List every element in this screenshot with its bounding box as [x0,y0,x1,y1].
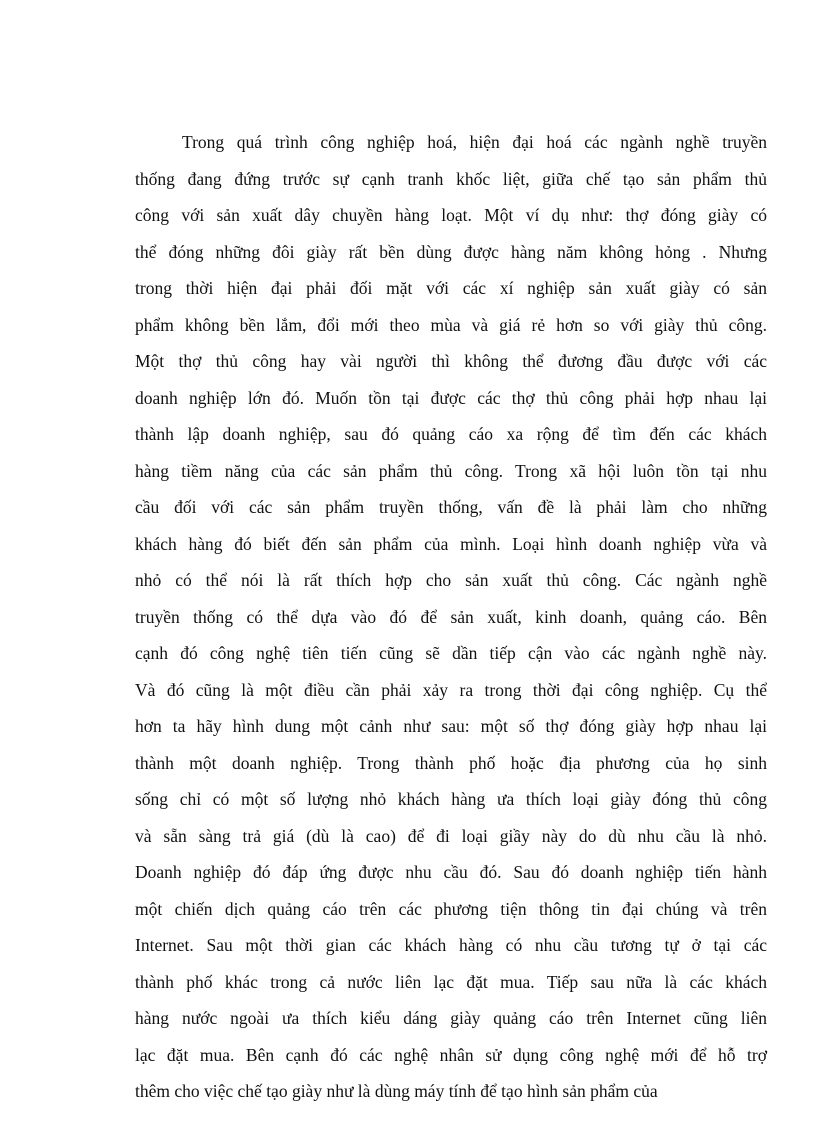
text-line: nhỏ có thể nói là rất thích hợp cho sản xuất thủ công. Các ngành nghề [135,570,767,590]
text-line: doanh nghiệp lớn đó. Muốn tồn tại được các thợ thủ công phải hợp nhau lại [135,387,767,408]
body-paragraph [135,124,767,1110]
text-line: công với sản xuất dây chuyền hàng loạt. Một ví dụ như: thợ đóng giày có [135,205,767,225]
text-line: thành phố khác trong cả nước liên lạc đặt mua. Tiếp sau nữa là các khách [135,971,767,992]
text-line: cầu đối với các sản phẩm truyền thống, vấn đề là phải làm cho những [135,497,767,517]
text-line: thống đang đứng trước sự cạnh tranh khốc liệt, giữa chế tạo sản phẩm thủ [135,168,767,189]
text-line: sống chỉ có một số lượng nhỏ khách hàng ưa thích loại giày đóng thủ công [135,789,767,809]
text-line: Một thợ thủ công hay vài người thì không thể đương đầu được với các [135,351,767,371]
text-line: hàng nước ngoài ưa thích kiểu dáng giày quảng cáo trên Internet cũng liên [135,1008,767,1028]
text-line: Và đó cũng là một điều cần phải xảy ra trong thời đại công nghiệp. Cụ thể [135,679,767,700]
text-line: cạnh đó công nghệ tiên tiến cũng sẽ dần tiếp cận vào các ngành nghề này. [135,643,767,663]
text-line: thành lập doanh nghiệp, sau đó quảng cáo xa rộng để tìm đến các khách [135,424,767,444]
text-line: hàng tiềm năng của các sản phẩm thủ công. Trong xã hội luôn tồn tại nhu [135,460,767,481]
text-line: phẩm không bền lắm, đổi mới theo mùa và giá rẻ hơn so với giày thủ công. [135,314,767,335]
text-line: khách hàng đó biết đến sản phẩm của mình. Loại hình doanh nghiệp vừa và [135,533,767,554]
text-line: hơn ta hãy hình dung một cảnh như sau: một số thợ đóng giày hợp nhau lại [135,716,767,736]
text-line: Internet. Sau một thời gian các khách hàng có nhu cầu tương tự ở tại các [135,935,767,955]
text-line: lạc đặt mua. Bên cạnh đó các nghệ nhân sử dụng công nghệ mới để hỗ trợ [135,1044,767,1065]
text-line: một chiến dịch quảng cáo trên các phương tiện thông tin đại chúng và trên [135,898,767,919]
text-line: truyền thống có thể dựa vào đó để sản xuất, kinh doanh, quảng cáo. Bên [135,606,767,627]
text-line: trong thời hiện đại phải đối mặt với các xí nghiệp sản xuất giày có sản [135,278,767,298]
text-line: và sẵn sàng trả giá (dù là cao) để đi loại giầy này do dù nhu cầu là nhỏ. [135,825,767,846]
text-line: Doanh nghiệp đó đáp ứng được nhu cầu đó. Sau đó doanh nghiệp tiến hành [135,862,767,882]
text-line: thêm cho việc chế tạo giày như là dùng máy tính để tạo hình sản phẩm của [135,1081,658,1101]
text-line: thể đóng những đôi giày rất bền dùng được hàng năm không hỏng . Nhưng [135,241,767,262]
text-line: Trong quá trình công nghiệp hoá, hiện đại hoá các ngành nghề truyền [182,132,767,152]
text-line: thành một doanh nghiệp. Trong thành phố hoặc địa phương của họ sinh [135,752,767,773]
